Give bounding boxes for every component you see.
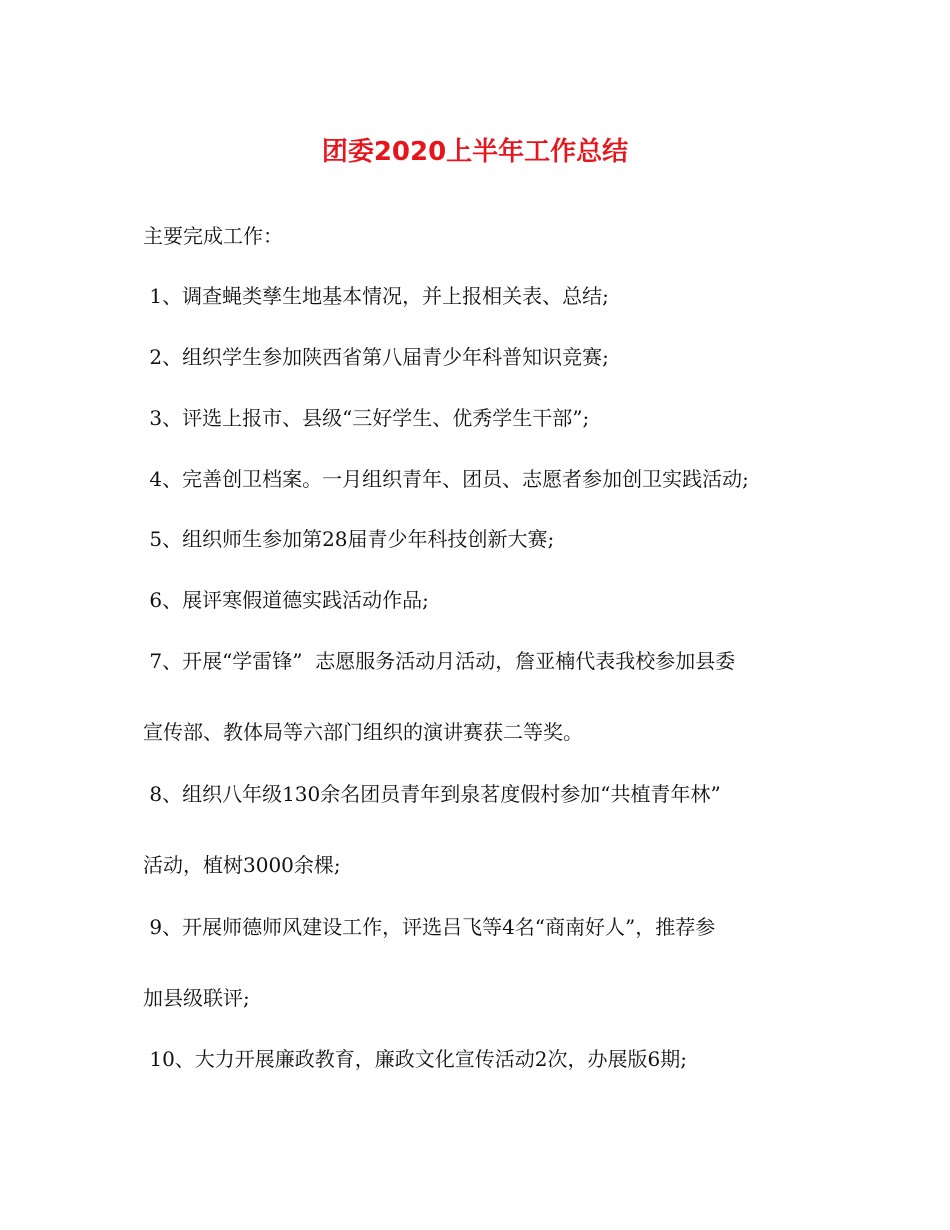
list-item: 6、展评寒假道德实践活动作品; [143, 588, 429, 612]
list-item-continuation: 宣传部、教体局等六部门组织的演讲赛获二等奖。 [143, 720, 583, 744]
list-item: 7、开展“学雷锋” 志愿服务活动月活动，詹亚楠代表我校参加县委 [143, 649, 736, 673]
list-item: 9、开展师德师风建设工作，评选吕飞等4名“商南好人”，推荐参 [143, 915, 716, 939]
document-title: 团委2020上半年工作总结 [321, 137, 629, 167]
list-item: 8、组织八年级130余名团员青年到泉茗度假村参加“共植青年林” [143, 782, 721, 806]
list-item: 2、组织学生参加陕西省第八届青少年科普知识竞赛; [143, 345, 609, 369]
list-item: 5、组织师生参加第28届青少年科技创新大赛; [143, 527, 555, 551]
list-item: 3、评选上报市、县级“三好学生、优秀学生干部”; [143, 406, 590, 430]
section-heading: 主要完成工作： [143, 224, 283, 248]
list-item-continuation: 活动，植树3000余棵; [143, 853, 341, 877]
list-item: 10、大力开展廉政教育，廉政文化宣传活动2次，办展版6期; [143, 1047, 687, 1071]
list-item: 1、调查蝇类孳生地基本情况，并上报相关表、总结; [143, 284, 609, 308]
list-item-continuation: 加县级联评; [143, 986, 250, 1010]
list-item: 4、完善创卫档案。一月组织青年、团员、志愿者参加创卫实践活动; [143, 467, 749, 491]
